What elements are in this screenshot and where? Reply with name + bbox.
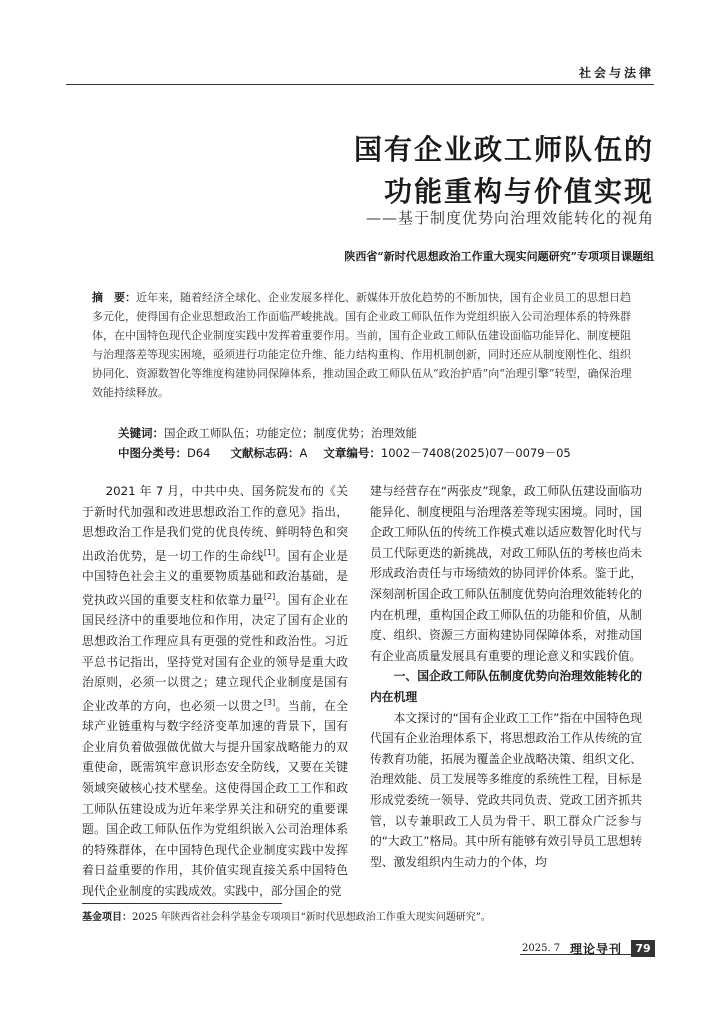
citation: [3] (263, 697, 276, 707)
issue-number: 2025. 7 (522, 943, 561, 954)
section-header: 社会与法律 (578, 66, 654, 80)
body-paragraph: 建与经营存在“两张皮”现象，政工师队伍建设面临功能异化、制度梗阻与治理落差等现实困境。同时，国企政工师队伍的传统工作模式难以适应数智化时代与员工代际更迭的新挑战，对政工师队伍的考核也尚未形成政治责任与市场绩效的协同评价体系。鉴于此，深刻剖析国企政工师队伍制度优势向治理效能转化的内在机理，重构国企政工师队伍的功能和价值，从制度、组织、资源三方面构建协同保障体系，对推动国有企业高质量发展具有重要的理论意义和实践价值。 (370, 484, 642, 663)
article-id-value: 1002－7408(2025)07－0079－05 (380, 446, 571, 460)
body-column-right (370, 481, 642, 872)
clc-value: D64 (187, 446, 211, 460)
footnote-rule (82, 903, 282, 904)
article-title-line-1: 国有企业政工师队伍的 (353, 133, 654, 166)
article-title-line-2: 功能重构与价值实现 (383, 175, 654, 208)
header-rule (66, 84, 654, 85)
citation: [1] (263, 547, 276, 557)
body-column-left (82, 481, 348, 902)
clc-label: 中图分类号： (118, 446, 187, 460)
citation: [2] (263, 591, 276, 601)
author-line: 陕西省“新时代思想政治工作重大现实问题研究”专项项目课题组 (344, 250, 654, 263)
keywords (118, 425, 417, 441)
body-paragraph: 本文探讨的“国有企业政工工作”指在中国特色现代国有企业治理体系下，将思想政治工作从传统的宣传教育功能，拓展为覆盖企业战略决策、组织文化、治理效能、员工发展等多维度的系统性工程，目标是形成党委统一领导、党政共同负责、党政工团齐抓共管，以专兼职政工人员为骨干、职工群众广泛参与的“大政工”格局。其中所有能够有效引导员工思想转型、激发组织内生动力的个体，均 (370, 710, 642, 869)
body-paragraph: 2021 年 7 月，中共中央、国务院发布的《关于新时代加强和改进思想政治工作的意见》指出，思想政治工作是我们党的优良传统、鲜明特色和突出政治优势，是一切工作的生命线[1]。国有企业是中国特色社会主义的重要物质基础和政治基础，是党执政兴国的重要支柱和依靠力量[2]。国有企业在国民经济中的重要地位和作用，决定了国有企业的思想政治工作理应具有更强的党性和政治性。习近平总书记指出，坚持党对国有企业的领导是重大政治原则，必须一以贯之；建立现代企业制度是国有企业改革的方向，也必须一以贯之[3]。当前，在全球产业链重构与数字经济变革加速的背景下，国有企业肩负着做强做优做大与提升国家战略能力的双重使命，既需筑牢意识形态安全防线，又要在关键领域突破核心技术壁垒。这使得国企政工工作和政工师队伍建设成为近年来学界关注和研究的重要课题。国企政工师队伍作为党组织嵌入公司治理体系的特殊群体，在中国特色现代企业制度实践中发挥着日益重要的作用，其价值实现直接关系中国特色现代企业制度的实践成效。实践中，部分国企的党 (82, 484, 348, 899)
abstract (92, 288, 632, 402)
classification-line (118, 445, 571, 461)
keywords-label: 关键词： (118, 426, 164, 440)
section-heading: 一、国企政工师队伍制度优势向治理效能转化的内在机理 (370, 669, 642, 704)
article-subtitle: ——基于制度优势向治理效能转化的视角 (365, 209, 654, 227)
funding-note (82, 908, 491, 923)
abstract-text: 近年来，随着经济全球化、企业发展多样化、新媒体开放化趋势的不断加快，国有企业员工的思想日趋多元化，使得国有企业思想政治工作面临严峻挑战。国有企业政工师队伍作为党组织嵌入公司治理体系的特殊群体，在中国特色现代企业制度实践中发挥着重要作用。当前，国有企业政工师队伍建设面临功能异化、制度梗阻与治理落差等现实困境，亟须进行功能定位升维、能力结构重构、作用机制创新，同时还应从制度刚性化、组织协同化、资源数智化等维度构建协同保障体系，推动国企政工师队伍从“政治护盾”向“治理引擎”转型，确保治理效能持续释放。 (92, 291, 632, 399)
keywords-text: 国企政工师队伍；功能定位；制度优势；治理效能 (164, 426, 417, 440)
page-number: 79 (631, 940, 655, 957)
doc-code-label: 文献标志码： (230, 446, 300, 460)
footer-rule (520, 954, 654, 955)
funding-text: 2025 年陕西省社会科学基金专项项目“新时代思想政治工作重大现实问题研究”。 (132, 912, 491, 923)
abstract-label: 摘 要： (92, 291, 136, 304)
funding-label: 基金项目： (82, 912, 132, 923)
journal-name: 理论导刊 (570, 942, 623, 956)
article-id-label: 文章编号： (323, 446, 381, 460)
doc-code-value: A (299, 446, 308, 460)
